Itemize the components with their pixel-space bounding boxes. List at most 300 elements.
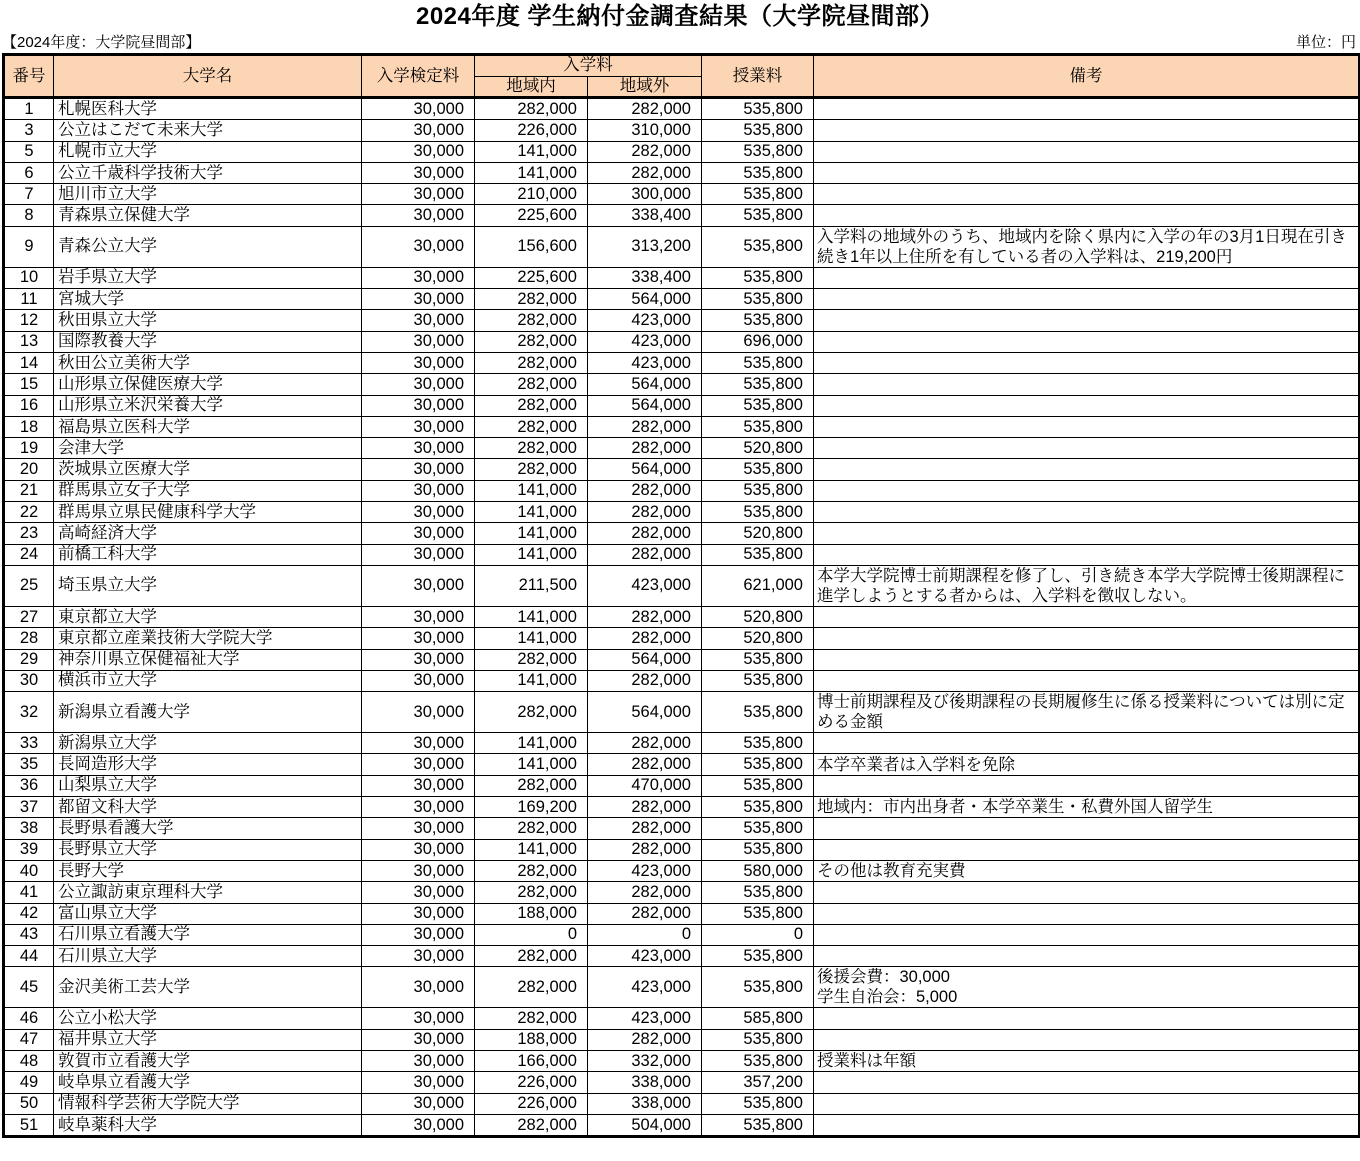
cell-tuition: 535,800 <box>702 374 814 395</box>
cell-exam-fee: 30,000 <box>362 775 475 796</box>
cell-university-name: 東京都立産業技術大学院大学 <box>54 628 362 649</box>
table-row <box>4 967 1360 1008</box>
cell-university-name: 札幌市立大学 <box>54 141 362 162</box>
cell-admission-out-region: 338,400 <box>588 205 702 226</box>
cell-admission-in-region: 226,000 <box>475 1072 588 1093</box>
cell-number: 39 <box>4 839 54 860</box>
cell-admission-out-region: 282,000 <box>588 438 702 459</box>
cell-number: 24 <box>4 544 54 565</box>
table-row <box>4 946 1360 967</box>
cell-tuition: 535,800 <box>702 352 814 373</box>
cell-admission-out-region: 504,000 <box>588 1114 702 1136</box>
cell-admission-in-region: 141,000 <box>475 141 588 162</box>
cell-tuition: 535,800 <box>702 289 814 310</box>
cell-university-name: 前橋工科大学 <box>54 544 362 565</box>
cell-admission-out-region: 282,000 <box>588 544 702 565</box>
cell-exam-fee: 30,000 <box>362 352 475 373</box>
cell-note <box>814 416 1360 437</box>
cell-admission-in-region: 282,000 <box>475 310 588 331</box>
cell-admission-out-region: 338,400 <box>588 267 702 288</box>
cell-tuition: 535,800 <box>702 692 814 733</box>
table-row <box>4 692 1360 733</box>
table-row <box>4 416 1360 437</box>
cell-admission-out-region: 282,000 <box>588 839 702 860</box>
cell-tuition: 357,200 <box>702 1072 814 1093</box>
cell-university-name: 群馬県立女子大学 <box>54 480 362 501</box>
cell-university-name: 公立小松大学 <box>54 1008 362 1029</box>
cell-note <box>814 1008 1360 1029</box>
cell-number: 5 <box>4 141 54 162</box>
header-admission-fee: 入学料 <box>475 55 702 77</box>
cell-note <box>814 1093 1360 1114</box>
cell-admission-out-region: 338,000 <box>588 1093 702 1114</box>
cell-exam-fee: 30,000 <box>362 416 475 437</box>
cell-tuition: 535,800 <box>702 226 814 267</box>
table-row <box>4 459 1360 480</box>
cell-admission-out-region: 423,000 <box>588 331 702 352</box>
cell-exam-fee: 30,000 <box>362 1050 475 1071</box>
table-row <box>4 289 1360 310</box>
cell-university-name: 岩手県立大学 <box>54 267 362 288</box>
cell-note <box>814 1114 1360 1136</box>
cell-note <box>814 352 1360 373</box>
cell-admission-out-region: 282,000 <box>588 502 702 523</box>
cell-admission-out-region: 282,000 <box>588 818 702 839</box>
cell-note <box>814 331 1360 352</box>
cell-admission-out-region: 282,000 <box>588 628 702 649</box>
cell-note <box>814 946 1360 967</box>
cell-exam-fee: 30,000 <box>362 924 475 945</box>
cell-admission-in-region: 141,000 <box>475 628 588 649</box>
cell-admission-in-region: 225,600 <box>475 205 588 226</box>
cell-admission-in-region: 141,000 <box>475 502 588 523</box>
cell-number: 46 <box>4 1008 54 1029</box>
cell-university-name: 横浜市立大学 <box>54 670 362 691</box>
cell-university-name: 札幌医科大学 <box>54 98 362 120</box>
cell-tuition: 535,800 <box>702 395 814 416</box>
cell-number: 21 <box>4 480 54 501</box>
cell-tuition: 535,800 <box>702 967 814 1008</box>
cell-exam-fee: 30,000 <box>362 628 475 649</box>
table-row <box>4 1072 1360 1093</box>
cell-exam-fee: 30,000 <box>362 670 475 691</box>
cell-university-name: 青森県立保健大学 <box>54 205 362 226</box>
cell-note <box>814 120 1360 141</box>
cell-exam-fee: 30,000 <box>362 818 475 839</box>
cell-university-name: 情報科学芸術大学院大学 <box>54 1093 362 1114</box>
cell-tuition: 535,800 <box>702 480 814 501</box>
header-out-region: 地域外 <box>588 76 702 98</box>
cell-number: 41 <box>4 882 54 903</box>
cell-exam-fee: 30,000 <box>362 544 475 565</box>
cell-university-name: 長岡造形大学 <box>54 754 362 775</box>
table-row <box>4 205 1360 226</box>
cell-university-name: 都留文科大学 <box>54 797 362 818</box>
cell-university-name: 新潟県立大学 <box>54 733 362 754</box>
cell-exam-fee: 30,000 <box>362 1029 475 1050</box>
cell-admission-in-region: 141,000 <box>475 544 588 565</box>
cell-number: 1 <box>4 98 54 120</box>
cell-admission-out-region: 282,000 <box>588 1029 702 1050</box>
cell-admission-in-region: 282,000 <box>475 416 588 437</box>
cell-admission-out-region: 423,000 <box>588 310 702 331</box>
cell-tuition: 520,800 <box>702 628 814 649</box>
cell-tuition: 535,800 <box>702 797 814 818</box>
cell-admission-in-region: 141,000 <box>475 754 588 775</box>
cell-exam-fee: 30,000 <box>362 184 475 205</box>
cell-admission-out-region: 564,000 <box>588 395 702 416</box>
cell-note <box>814 162 1360 183</box>
cell-note <box>814 544 1360 565</box>
cell-exam-fee: 30,000 <box>362 226 475 267</box>
cell-note <box>814 438 1360 459</box>
cell-tuition: 0 <box>702 924 814 945</box>
cell-note <box>814 924 1360 945</box>
cell-admission-out-region: 310,000 <box>588 120 702 141</box>
cell-exam-fee: 30,000 <box>362 1008 475 1029</box>
table-row <box>4 98 1360 120</box>
cell-exam-fee: 30,000 <box>362 459 475 480</box>
cell-exam-fee: 30,000 <box>362 967 475 1008</box>
cell-number: 3 <box>4 120 54 141</box>
header-tuition: 授業料 <box>702 55 814 98</box>
cell-admission-in-region: 282,000 <box>475 374 588 395</box>
cell-exam-fee: 30,000 <box>362 797 475 818</box>
cell-admission-out-region: 300,000 <box>588 184 702 205</box>
cell-number: 27 <box>4 606 54 627</box>
cell-tuition: 535,800 <box>702 1050 814 1071</box>
cell-admission-in-region: 282,000 <box>475 331 588 352</box>
cell-note <box>814 459 1360 480</box>
cell-admission-out-region: 423,000 <box>588 352 702 373</box>
cell-admission-out-region: 423,000 <box>588 860 702 881</box>
cell-tuition: 520,800 <box>702 606 814 627</box>
cell-admission-out-region: 564,000 <box>588 692 702 733</box>
cell-exam-fee: 30,000 <box>362 903 475 924</box>
cell-exam-fee: 30,000 <box>362 310 475 331</box>
cell-tuition: 535,800 <box>702 141 814 162</box>
page-title: 2024年度 学生納付金調査結果（大学院昼間部） <box>415 3 945 30</box>
cell-admission-out-region: 282,000 <box>588 670 702 691</box>
table-row <box>4 502 1360 523</box>
cell-university-name: 公立はこだて未来大学 <box>54 120 362 141</box>
cell-university-name: 長野県立大学 <box>54 839 362 860</box>
cell-admission-in-region: 282,000 <box>475 395 588 416</box>
cell-tuition: 535,800 <box>702 670 814 691</box>
cell-admission-in-region: 282,000 <box>475 459 588 480</box>
cell-note <box>814 310 1360 331</box>
cell-number: 33 <box>4 733 54 754</box>
cell-admission-out-region: 332,000 <box>588 1050 702 1071</box>
cell-exam-fee: 30,000 <box>362 1093 475 1114</box>
table-row <box>4 924 1360 945</box>
cell-admission-in-region: 282,000 <box>475 882 588 903</box>
cell-university-name: 福井県立大学 <box>54 1029 362 1050</box>
cell-tuition: 520,800 <box>702 438 814 459</box>
cell-note <box>814 649 1360 670</box>
unit-label: 単位：円 <box>1295 34 1356 51</box>
cell-university-name: 新潟県立看護大学 <box>54 692 362 733</box>
cell-note: 本学卒業者は入学料を免除 <box>814 754 1360 775</box>
table-row <box>4 120 1360 141</box>
cell-note: 入学料の地域外のうち、地域内を除く県内に入学の年の3月1日現在引き続き1年以上住所を有している者の入学料は、219,200円 <box>814 226 1360 267</box>
cell-note <box>814 903 1360 924</box>
cell-note <box>814 523 1360 544</box>
cell-admission-out-region: 282,000 <box>588 797 702 818</box>
cell-tuition: 535,800 <box>702 882 814 903</box>
cell-tuition: 535,800 <box>702 946 814 967</box>
cell-tuition: 535,800 <box>702 754 814 775</box>
cell-exam-fee: 30,000 <box>362 395 475 416</box>
cell-university-name: 東京都立大学 <box>54 606 362 627</box>
cell-university-name: 敦賀市立看護大学 <box>54 1050 362 1071</box>
cell-note <box>814 502 1360 523</box>
cell-admission-out-region: 282,000 <box>588 416 702 437</box>
cell-tuition: 535,800 <box>702 502 814 523</box>
cell-admission-in-region: 141,000 <box>475 839 588 860</box>
cell-note: 授業料は年額 <box>814 1050 1360 1071</box>
cell-exam-fee: 30,000 <box>362 649 475 670</box>
cell-university-name: 高崎経済大学 <box>54 523 362 544</box>
cell-university-name: 長野県看護大学 <box>54 818 362 839</box>
cell-exam-fee: 30,000 <box>362 733 475 754</box>
cell-tuition: 535,800 <box>702 903 814 924</box>
cell-number: 36 <box>4 775 54 796</box>
cell-note <box>814 374 1360 395</box>
cell-number: 15 <box>4 374 54 395</box>
table-row <box>4 352 1360 373</box>
cell-admission-in-region: 282,000 <box>475 1114 588 1136</box>
table-row <box>4 310 1360 331</box>
cell-note: 博士前期課程及び後期課程の長期履修生に係る授業料については別に定める金額 <box>814 692 1360 733</box>
cell-admission-out-region: 423,000 <box>588 1008 702 1029</box>
cell-admission-in-region: 225,600 <box>475 267 588 288</box>
cell-number: 45 <box>4 967 54 1008</box>
cell-exam-fee: 30,000 <box>362 502 475 523</box>
cell-note <box>814 98 1360 120</box>
cell-admission-out-region: 0 <box>588 924 702 945</box>
table-row <box>4 775 1360 796</box>
cell-admission-in-region: 282,000 <box>475 649 588 670</box>
cell-note <box>814 289 1360 310</box>
cell-note: 本学大学院博士前期課程を修了し、引き続き本学大学院博士後期課程に進学しようとする者からは、入学料を徴収しない。 <box>814 565 1360 606</box>
cell-admission-in-region: 282,000 <box>475 692 588 733</box>
table-row <box>4 162 1360 183</box>
cell-exam-fee: 30,000 <box>362 754 475 775</box>
cell-tuition: 585,800 <box>702 1008 814 1029</box>
cell-number: 13 <box>4 331 54 352</box>
cell-admission-out-region: 470,000 <box>588 775 702 796</box>
cell-university-name: 秋田県立大学 <box>54 310 362 331</box>
table-row <box>4 544 1360 565</box>
cell-note <box>814 184 1360 205</box>
cell-admission-in-region: 141,000 <box>475 606 588 627</box>
cell-admission-in-region: 210,000 <box>475 184 588 205</box>
cell-admission-out-region: 282,000 <box>588 480 702 501</box>
cell-tuition: 535,800 <box>702 649 814 670</box>
cell-exam-fee: 30,000 <box>362 946 475 967</box>
table-row <box>4 331 1360 352</box>
cell-note <box>814 480 1360 501</box>
cell-university-name: 会津大学 <box>54 438 362 459</box>
cell-admission-out-region: 564,000 <box>588 459 702 480</box>
cell-number: 20 <box>4 459 54 480</box>
cell-number: 25 <box>4 565 54 606</box>
cell-exam-fee: 30,000 <box>362 692 475 733</box>
cell-note: 地域内：市内出身者・本学卒業生・私費外国人留学生 <box>814 797 1360 818</box>
cell-admission-out-region: 282,000 <box>588 733 702 754</box>
cell-admission-out-region: 564,000 <box>588 374 702 395</box>
cell-number: 44 <box>4 946 54 967</box>
table-row <box>4 141 1360 162</box>
cell-tuition: 535,800 <box>702 205 814 226</box>
cell-exam-fee: 30,000 <box>362 1114 475 1136</box>
cell-admission-out-region: 423,000 <box>588 967 702 1008</box>
table-row <box>4 754 1360 775</box>
cell-note: その他は教育充実費 <box>814 860 1360 881</box>
cell-number: 42 <box>4 903 54 924</box>
cell-admission-out-region: 338,000 <box>588 1072 702 1093</box>
cell-university-name: 公立諏訪東京理科大学 <box>54 882 362 903</box>
fee-table <box>2 53 1360 1138</box>
cell-note <box>814 670 1360 691</box>
cell-number: 49 <box>4 1072 54 1093</box>
table-row <box>4 882 1360 903</box>
cell-exam-fee: 30,000 <box>362 860 475 881</box>
cell-admission-in-region: 141,000 <box>475 733 588 754</box>
cell-admission-in-region: 0 <box>475 924 588 945</box>
cell-university-name: 群馬県立県民健康科学大学 <box>54 502 362 523</box>
cell-number: 32 <box>4 692 54 733</box>
cell-university-name: 岐阜薬科大学 <box>54 1114 362 1136</box>
cell-admission-out-region: 423,000 <box>588 565 702 606</box>
cell-exam-fee: 30,000 <box>362 267 475 288</box>
cell-admission-in-region: 141,000 <box>475 523 588 544</box>
cell-number: 18 <box>4 416 54 437</box>
cell-university-name: 石川県立看護大学 <box>54 924 362 945</box>
cell-university-name: 金沢美術工芸大学 <box>54 967 362 1008</box>
cell-number: 28 <box>4 628 54 649</box>
cell-university-name: 神奈川県立保健福祉大学 <box>54 649 362 670</box>
cell-admission-in-region: 282,000 <box>475 860 588 881</box>
cell-note <box>814 1029 1360 1050</box>
cell-exam-fee: 30,000 <box>362 839 475 860</box>
cell-admission-out-region: 282,000 <box>588 606 702 627</box>
cell-note <box>814 205 1360 226</box>
cell-admission-out-region: 282,000 <box>588 754 702 775</box>
cell-number: 48 <box>4 1050 54 1071</box>
cell-admission-in-region: 282,000 <box>475 352 588 373</box>
cell-number: 30 <box>4 670 54 691</box>
table-row <box>4 480 1360 501</box>
cell-admission-in-region: 282,000 <box>475 1008 588 1029</box>
cell-university-name: 石川県立大学 <box>54 946 362 967</box>
cell-number: 51 <box>4 1114 54 1136</box>
cell-exam-fee: 30,000 <box>362 120 475 141</box>
cell-number: 47 <box>4 1029 54 1050</box>
cell-tuition: 535,800 <box>702 1093 814 1114</box>
cell-note <box>814 141 1360 162</box>
cell-tuition: 535,800 <box>702 310 814 331</box>
cell-admission-in-region: 211,500 <box>475 565 588 606</box>
cell-university-name: 茨城県立医療大学 <box>54 459 362 480</box>
cell-admission-out-region: 564,000 <box>588 649 702 670</box>
cell-admission-out-region: 282,000 <box>588 882 702 903</box>
cell-note <box>814 839 1360 860</box>
cell-tuition: 535,800 <box>702 416 814 437</box>
cell-university-name: 埼玉県立大学 <box>54 565 362 606</box>
cell-note <box>814 882 1360 903</box>
cell-exam-fee: 30,000 <box>362 162 475 183</box>
cell-tuition: 535,800 <box>702 1114 814 1136</box>
cell-university-name: 公立千歳科学技術大学 <box>54 162 362 183</box>
cell-tuition: 535,800 <box>702 267 814 288</box>
cell-tuition: 535,800 <box>702 120 814 141</box>
cell-tuition: 535,800 <box>702 544 814 565</box>
table-row <box>4 184 1360 205</box>
cell-tuition: 621,000 <box>702 565 814 606</box>
cell-note <box>814 818 1360 839</box>
cell-admission-out-region: 282,000 <box>588 141 702 162</box>
cell-number: 50 <box>4 1093 54 1114</box>
sheet-subtitle: 【2024年度：大学院昼間部】 <box>2 34 201 51</box>
cell-admission-out-region: 282,000 <box>588 903 702 924</box>
table-row <box>4 1050 1360 1071</box>
cell-note <box>814 775 1360 796</box>
table-row <box>4 1093 1360 1114</box>
cell-admission-in-region: 169,200 <box>475 797 588 818</box>
cell-university-name: 山形県立保健医療大学 <box>54 374 362 395</box>
cell-note <box>814 1072 1360 1093</box>
header-in-region: 地域内 <box>475 76 588 98</box>
cell-exam-fee: 30,000 <box>362 882 475 903</box>
header-note: 備考 <box>814 55 1360 98</box>
cell-number: 6 <box>4 162 54 183</box>
cell-university-name: 山形県立米沢栄養大学 <box>54 395 362 416</box>
cell-tuition: 520,800 <box>702 523 814 544</box>
table-row <box>4 903 1360 924</box>
table-row <box>4 1008 1360 1029</box>
cell-admission-in-region: 282,000 <box>475 818 588 839</box>
cell-admission-in-region: 188,000 <box>475 903 588 924</box>
cell-number: 22 <box>4 502 54 523</box>
table-row <box>4 670 1360 691</box>
cell-note <box>814 606 1360 627</box>
cell-exam-fee: 30,000 <box>362 480 475 501</box>
table-row <box>4 523 1360 544</box>
cell-note <box>814 395 1360 416</box>
cell-tuition: 535,800 <box>702 1029 814 1050</box>
cell-number: 38 <box>4 818 54 839</box>
table-row <box>4 565 1360 606</box>
table-row <box>4 733 1360 754</box>
cell-admission-out-region: 282,000 <box>588 162 702 183</box>
cell-number: 8 <box>4 205 54 226</box>
cell-tuition: 535,800 <box>702 184 814 205</box>
cell-exam-fee: 30,000 <box>362 565 475 606</box>
table-body <box>4 98 1360 1137</box>
cell-tuition: 580,000 <box>702 860 814 881</box>
cell-number: 7 <box>4 184 54 205</box>
cell-university-name: 旭川市立大学 <box>54 184 362 205</box>
cell-number: 35 <box>4 754 54 775</box>
table-row <box>4 628 1360 649</box>
table-row <box>4 438 1360 459</box>
cell-number: 14 <box>4 352 54 373</box>
cell-university-name: 宮城大学 <box>54 289 362 310</box>
cell-admission-in-region: 282,000 <box>475 438 588 459</box>
cell-exam-fee: 30,000 <box>362 289 475 310</box>
